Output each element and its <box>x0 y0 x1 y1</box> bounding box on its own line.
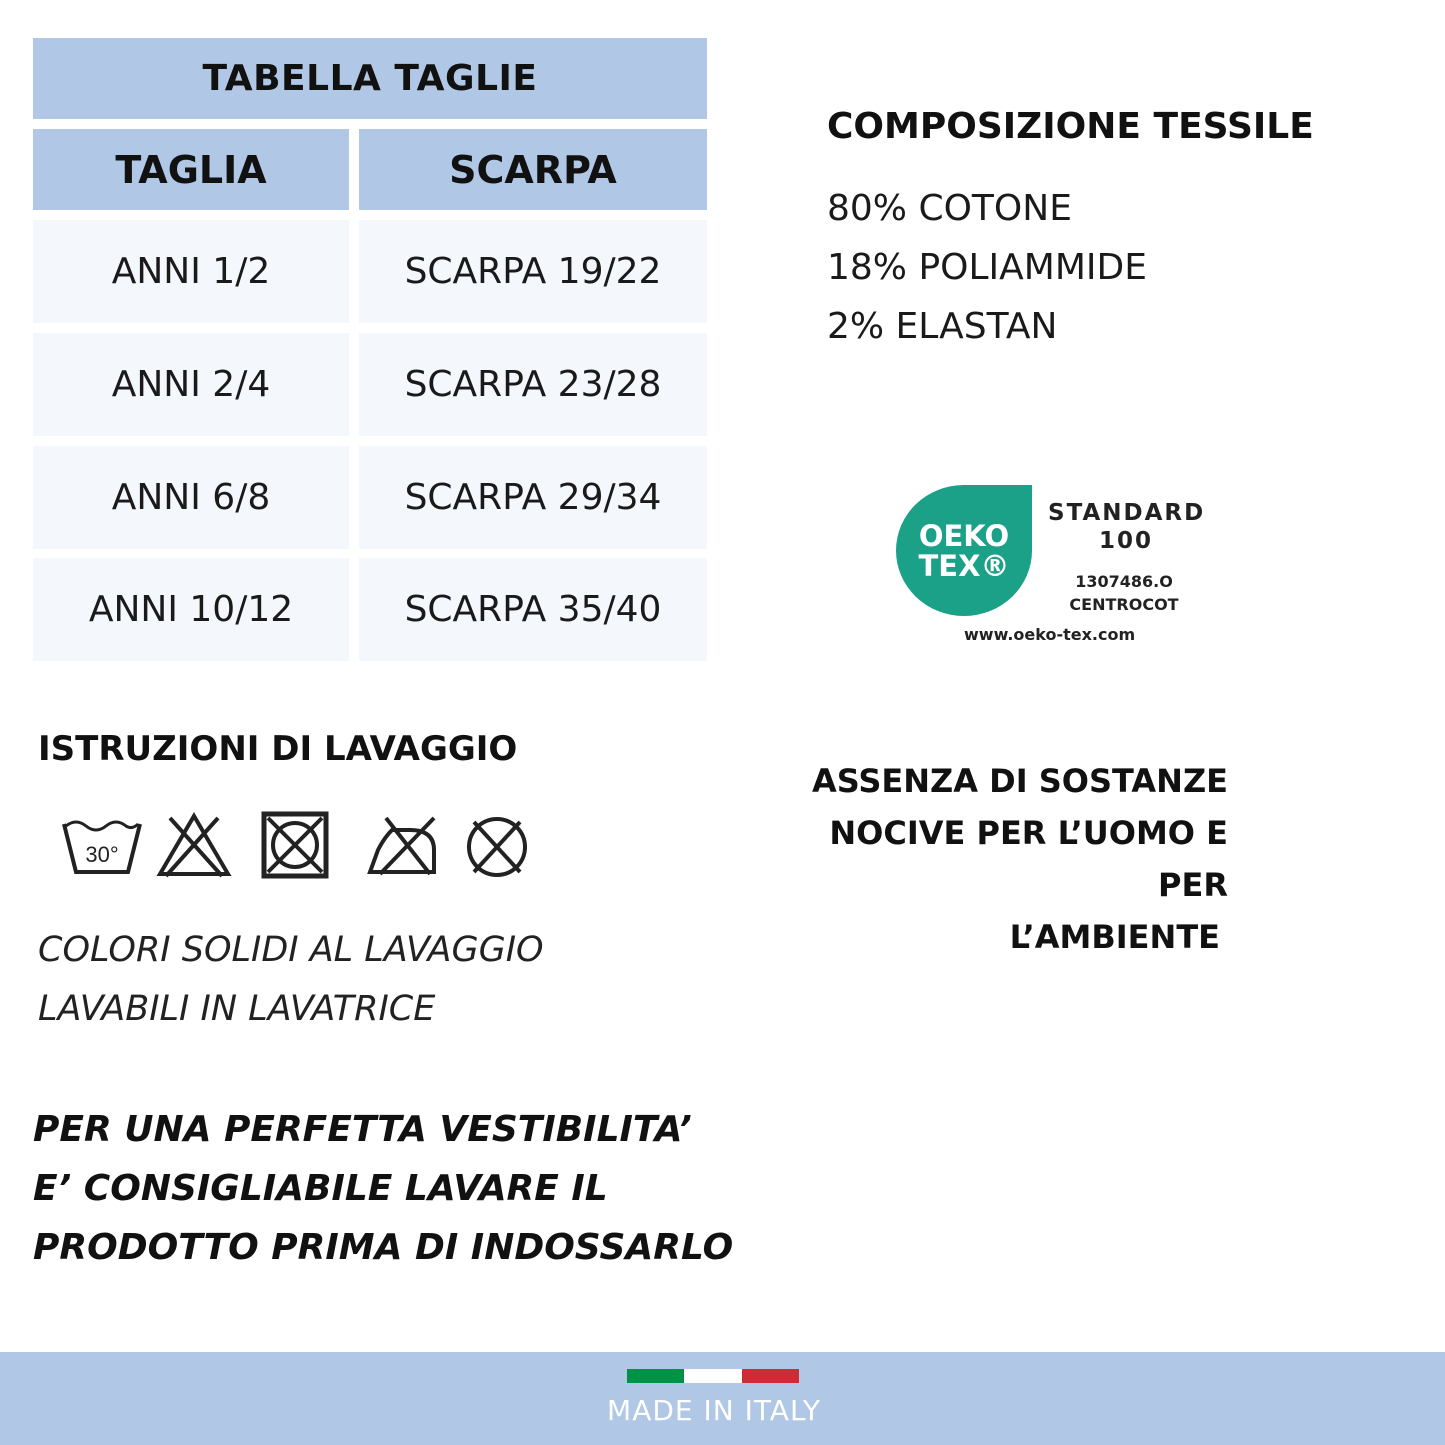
no-iron-icon <box>364 810 440 880</box>
composition-item: 2% ELASTAN <box>827 306 1058 347</box>
flag-red <box>742 1369 799 1383</box>
environment-statement <box>760 755 1228 963</box>
no-dry-clean-icon <box>462 810 532 880</box>
composition-item: 18% POLIAMMIDE <box>827 247 1148 288</box>
header-scarpa: SCARPA <box>359 129 707 210</box>
table-cell-size: ANNI 1/2 <box>33 220 349 323</box>
oeko-url: www.oeko-tex.com <box>964 625 1136 644</box>
table-cell-shoe: SCARPA 23/28 <box>359 333 707 436</box>
italy-flag-icon <box>627 1369 799 1383</box>
oeko-certificate <box>1056 570 1192 616</box>
oeko-institute: CENTROCOT <box>1069 595 1179 614</box>
footer-bar <box>0 1352 1445 1445</box>
size-table-title: TABELLA TAGLIE <box>33 38 707 119</box>
table-cell-size: ANNI 6/8 <box>33 446 349 549</box>
header-taglia: TAGLIA <box>33 129 349 210</box>
washing-icons <box>60 810 540 885</box>
oeko-logo-line2: TEX® <box>918 548 1010 583</box>
oeko-standard-label <box>1048 499 1204 555</box>
fit-warning-line: PRODOTTO PRIMA DI INDOSSARLO <box>33 1227 734 1268</box>
environment-line: ASSENZA DI SOSTANZE <box>811 762 1228 800</box>
table-cell-shoe: SCARPA 19/22 <box>359 220 707 323</box>
wash-30-icon <box>60 810 144 880</box>
flag-green <box>627 1369 684 1383</box>
washing-title: ISTRUZIONI DI LAVAGGIO <box>38 729 518 769</box>
oeko-tex-badge <box>896 485 1032 616</box>
wash-note: LAVABILI IN LAVATRICE <box>38 989 436 1029</box>
composition-title: COMPOSIZIONE TESSILE <box>827 106 1314 147</box>
no-tumble-dry-icon <box>260 810 330 880</box>
table-cell-shoe: SCARPA 35/40 <box>359 558 707 661</box>
fit-warning-line: PER UNA PERFETTA VESTIBILITA’ <box>33 1109 692 1150</box>
oeko-standard-line2: 100 <box>1098 528 1153 554</box>
fit-warning-line: E’ CONSIGLIABILE LAVARE IL <box>33 1168 608 1209</box>
table-cell-size: ANNI 2/4 <box>33 333 349 436</box>
oeko-standard-line1: STANDARD <box>1048 500 1206 526</box>
flag-white <box>684 1369 741 1383</box>
oeko-tex-logo <box>896 485 1216 655</box>
composition-item: 80% COTONE <box>827 188 1072 229</box>
wash-note: COLORI SOLIDI AL LAVAGGIO <box>38 930 544 970</box>
oeko-logo-line1: OEKO <box>918 518 1010 553</box>
wash-temp-label: 30° <box>85 842 119 867</box>
made-in-italy-label: MADE IN ITALY <box>607 1394 821 1427</box>
environment-line: NOCIVE PER L’UOMO E PER <box>829 814 1228 904</box>
no-bleach-icon <box>156 810 232 880</box>
environment-line: L’AMBIENTE <box>1009 918 1220 956</box>
table-cell-size: ANNI 10/12 <box>33 558 349 661</box>
table-cell-shoe: SCARPA 29/34 <box>359 446 707 549</box>
fit-warning <box>33 1100 733 1277</box>
oeko-certificate-number: 1307486.O <box>1075 572 1173 591</box>
